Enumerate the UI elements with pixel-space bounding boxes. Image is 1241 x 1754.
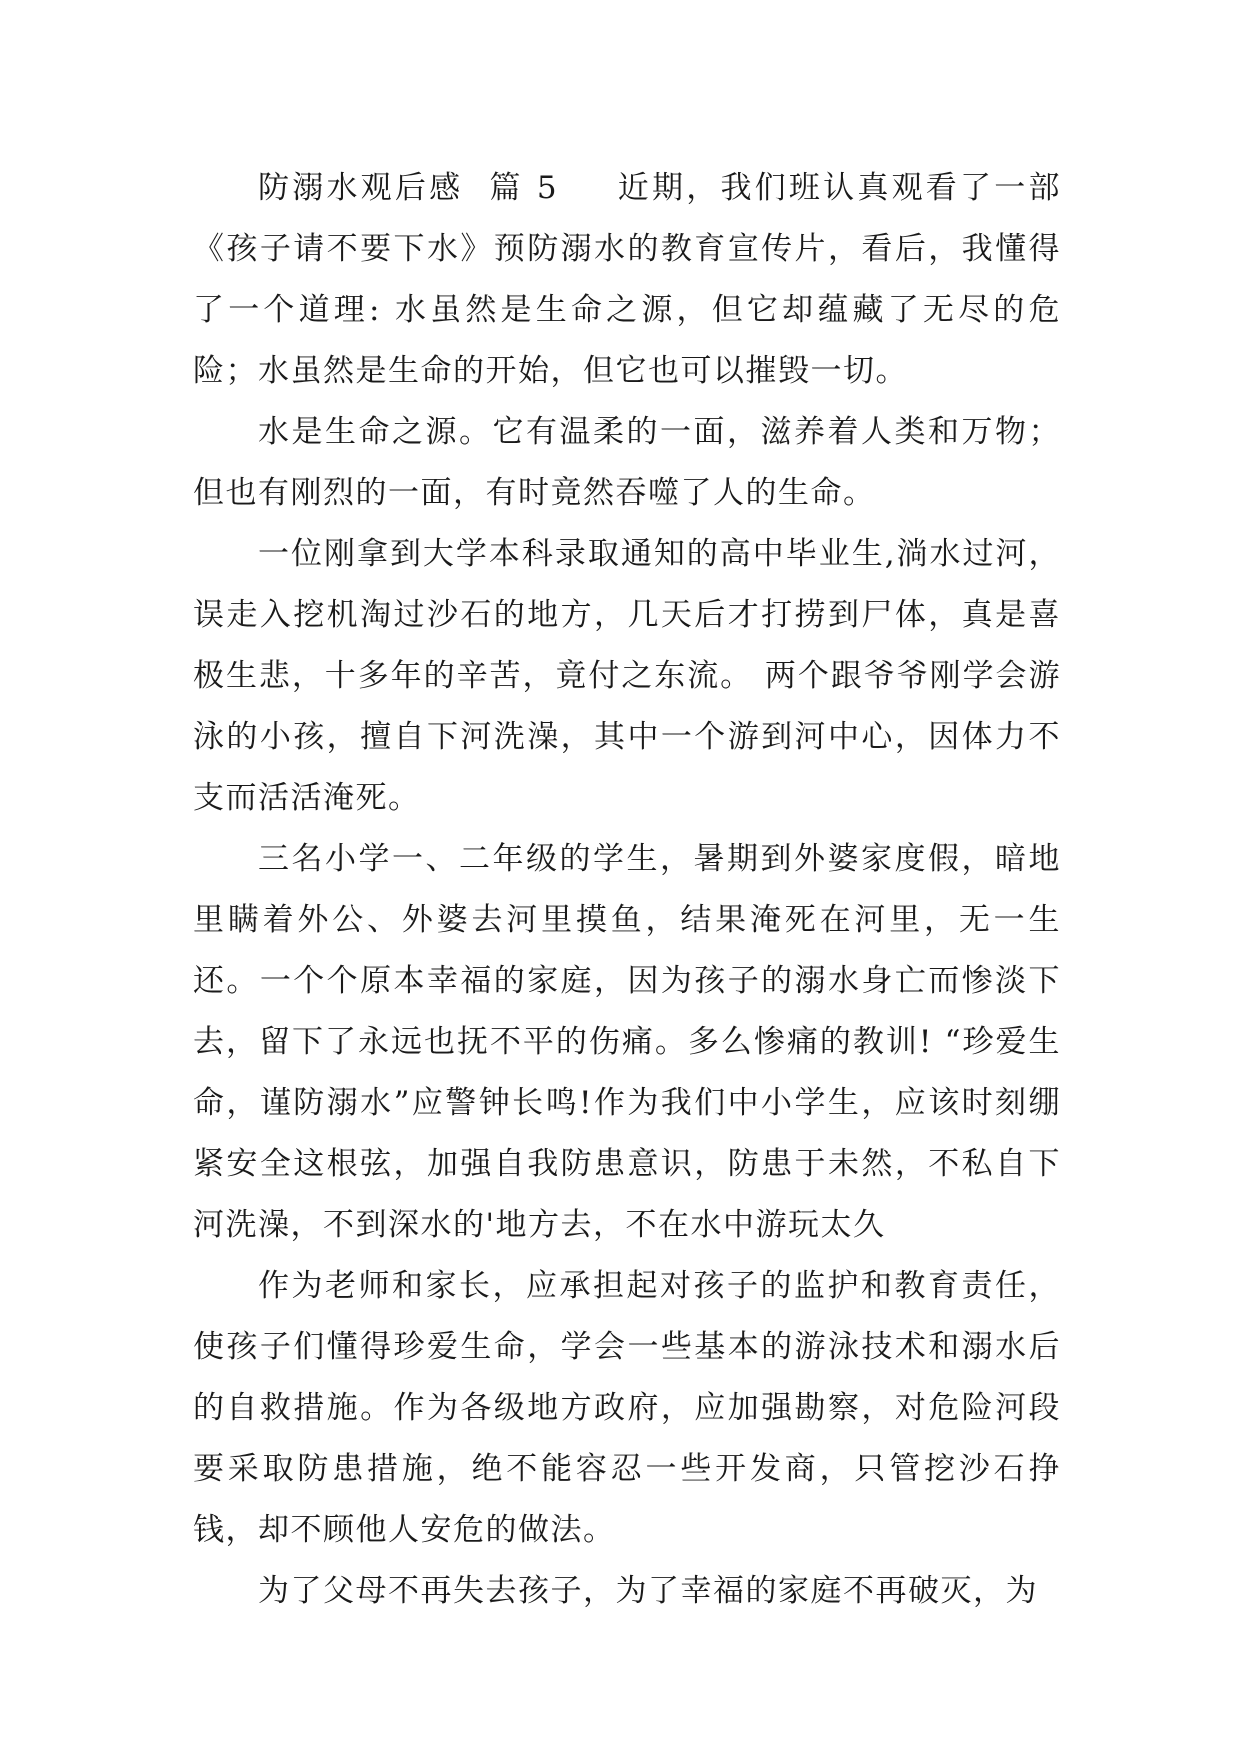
document-heading: 防溺水观后感 篇 5 (258, 170, 559, 206)
paragraph-4: 三名小学一、二年级的学生，暑期到外婆家度假，暗地里瞒着外公、外婆去河里摸鱼，结果淹死在河里，无一生还。一个个原本幸福的家庭，因为孩子的溺水身亡而惨淡下去，留下了永远也抚不平的伤痛。多么惨痛的教训! “珍爱生命，谨防溺水”应警钟长鸣!作为我们中小学生，应该时刻绷紧安全这根弦，加强自我防患意识，防患于未然，不私自下河洗澡，不到深水的'地方去，不在水中游玩太久 (193, 841, 1061, 1243)
paragraph-5: 作为老师和家长，应承担起对孩子的监护和教育责任，使孩子们懂得珍爱生命，学会一些基本的游泳技术和溺水后的自救措施。作为各级地方政府，应加强勘察，对危险河段要采取防患措施，绝不能容忍一些开发商，只管挖沙石挣钱，却不顾他人安危的做法。 (193, 1268, 1061, 1548)
document-body (193, 158, 1061, 1622)
paragraph-2: 水是生命之源。它有温柔的一面，滋养着人类和万物；但也有刚烈的一面，有时竟然吞噬了人的生命。 (193, 414, 1061, 511)
paragraph-3: 一位刚拿到大学本科录取通知的高中毕业生,淌水过河，误走入挖机淘过沙石的地方，几天后才打捞到尸体，真是喜极生悲，十多年的辛苦，竟付之东流。 两个跟爷爷刚学会游泳的小孩，擅自下河洗澡，其中一个游到河中心，因体力不支而活活淹死。 (193, 536, 1061, 816)
paragraph-6: 为了父母不再失去孩子，为了幸福的家庭不再破灭，为 (258, 1573, 1038, 1609)
paragraph-1-text: 近期，我们班认真观看了一部《孩子请不要下水》预防溺水的教育宣传片，看后，我懂得了一个道理: 水虽然是生命之源，但它却蕴藏了无尽的危险；水虽然是生命的开始，但它也可以摧毁一切。 (193, 170, 1061, 389)
paragraph-1 (193, 158, 1061, 402)
